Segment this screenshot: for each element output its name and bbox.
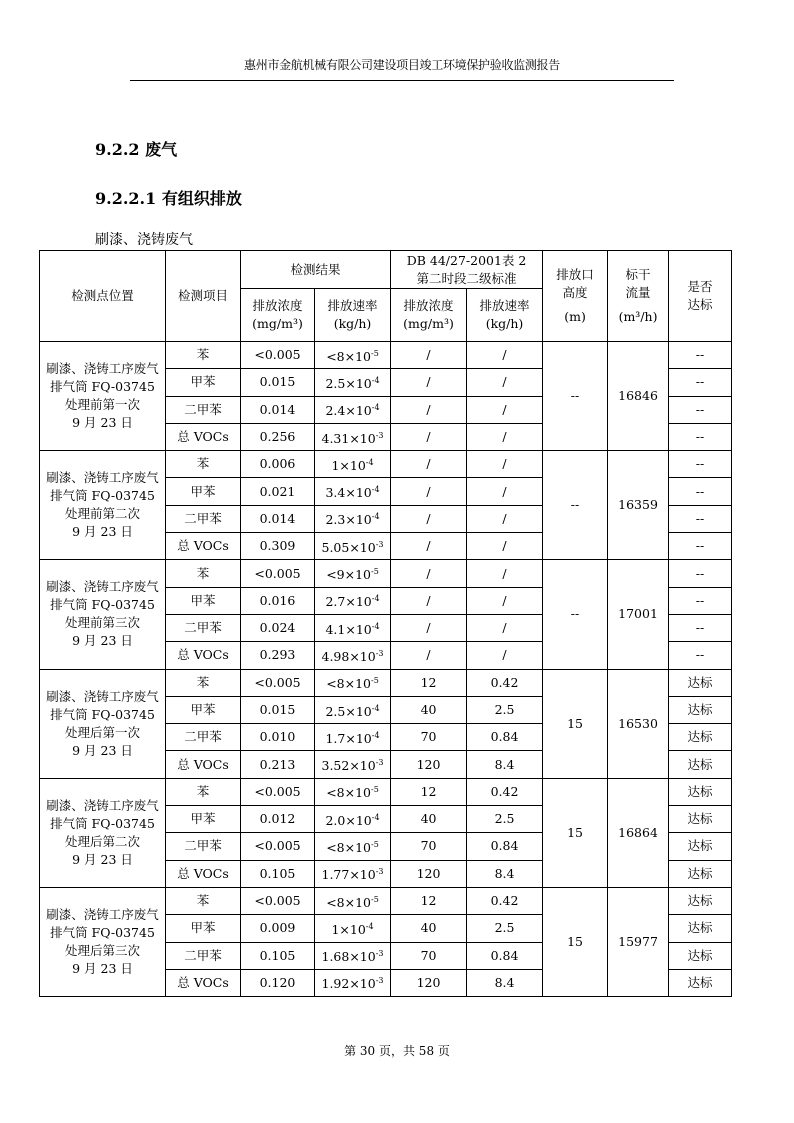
emission-table xyxy=(39,250,732,997)
conc-cell: 0.213 xyxy=(241,751,315,778)
location-line: 9 月 23 日 xyxy=(72,961,133,977)
conc-cell: 0.012 xyxy=(241,806,315,833)
item-cell: 总 VOCs xyxy=(166,423,241,450)
location-cell xyxy=(40,451,166,560)
header-rate xyxy=(315,289,391,342)
rate-exponent: -4 xyxy=(365,457,374,467)
item-cell: 苯 xyxy=(166,669,241,696)
location-line: 排气筒 FQ-03745 xyxy=(50,379,155,395)
item-cell: 总 VOCs xyxy=(166,860,241,887)
header-height-label: 排放口高度 xyxy=(556,267,594,300)
rate-cell xyxy=(315,642,391,669)
header-conc-label: 排放浓度 xyxy=(252,298,303,313)
compliance-cell: 达标 xyxy=(669,778,732,805)
rate-cell xyxy=(315,860,391,887)
item-cell: 苯 xyxy=(166,560,241,587)
header-height xyxy=(543,251,608,342)
rate-mantissa: 2.4×10 xyxy=(325,403,372,419)
rate-mantissa: 1.77×10 xyxy=(321,867,376,883)
compliance-cell: 达标 xyxy=(669,806,732,833)
rate-cell xyxy=(315,887,391,914)
height-cell: -- xyxy=(543,342,608,451)
location-line: 刷漆、浇铸工序废气 xyxy=(46,907,159,923)
compliance-cell: 达标 xyxy=(669,942,732,969)
header-flow xyxy=(608,251,669,342)
height-cell: 15 xyxy=(543,778,608,887)
compliance-cell: 达标 xyxy=(669,751,732,778)
flow-cell: 16846 xyxy=(608,342,669,451)
location-line: 9 月 23 日 xyxy=(72,415,133,431)
rate-exponent: -3 xyxy=(375,430,384,440)
item-cell: 总 VOCs xyxy=(166,751,241,778)
compliance-cell: -- xyxy=(669,614,732,641)
flow-cell: 16530 xyxy=(608,669,669,778)
location-line: 排气筒 FQ-03745 xyxy=(50,488,155,504)
compliance-cell: 达标 xyxy=(669,696,732,723)
item-cell: 苯 xyxy=(166,778,241,805)
std-conc-cell: 70 xyxy=(391,833,467,860)
std-rate-cell: 0.42 xyxy=(467,669,543,696)
rate-exponent: -4 xyxy=(371,403,380,413)
rate-mantissa: 4.98×10 xyxy=(321,648,376,664)
item-cell: 苯 xyxy=(166,887,241,914)
rate-exponent: -4 xyxy=(371,375,380,385)
compliance-cell: -- xyxy=(669,587,732,614)
compliance-cell: -- xyxy=(669,478,732,505)
location-line: 9 月 23 日 xyxy=(72,742,133,758)
compliance-cell: -- xyxy=(669,342,732,369)
location-line: 刷漆、浇铸工序废气 xyxy=(46,470,159,486)
table-row xyxy=(40,342,732,369)
std-rate-cell: 2.5 xyxy=(467,696,543,723)
std-conc-cell: 120 xyxy=(391,751,467,778)
std-conc-cell: 120 xyxy=(391,969,467,996)
location-line: 处理前第一次 xyxy=(64,397,140,413)
item-cell: 总 VOCs xyxy=(166,533,241,560)
rate-mantissa: <8×10 xyxy=(326,785,372,801)
location-line: 排气筒 FQ-03745 xyxy=(50,925,155,941)
std-conc-cell: / xyxy=(391,560,467,587)
compliance-cell: -- xyxy=(669,505,732,532)
std-rate-cell: 2.5 xyxy=(467,806,543,833)
header-std-rate-label: 排放速率 xyxy=(479,298,530,313)
compliance-cell: -- xyxy=(669,423,732,450)
std-conc-cell: / xyxy=(391,614,467,641)
rate-exponent: -5 xyxy=(371,567,379,577)
rate-mantissa: 1.92×10 xyxy=(321,976,376,992)
header-item: 检测项目 xyxy=(166,251,241,342)
conc-cell: 0.015 xyxy=(241,696,315,723)
conc-cell: 0.015 xyxy=(241,369,315,396)
location-cell xyxy=(40,887,166,996)
std-rate-cell: / xyxy=(467,642,543,669)
height-cell: -- xyxy=(543,560,608,669)
conc-cell: 0.014 xyxy=(241,505,315,532)
rate-mantissa: 4.31×10 xyxy=(321,430,376,446)
compliance-cell: -- xyxy=(669,369,732,396)
rate-exponent: -3 xyxy=(375,648,384,658)
std-rate-cell: 0.42 xyxy=(467,778,543,805)
location-cell xyxy=(40,560,166,669)
page-footer: 第 30 页，共 58 页 xyxy=(344,1044,450,1058)
rate-mantissa: <9×10 xyxy=(326,567,372,583)
rate-cell xyxy=(315,396,391,423)
compliance-cell: 达标 xyxy=(669,915,732,942)
std-rate-cell: / xyxy=(467,505,543,532)
compliance-cell: -- xyxy=(669,396,732,423)
rate-mantissa: 4.1×10 xyxy=(325,621,372,637)
conc-cell: 0.014 xyxy=(241,396,315,423)
table-row xyxy=(40,887,732,914)
flow-cell: 15977 xyxy=(608,887,669,996)
rate-cell xyxy=(315,560,391,587)
item-cell: 二甲苯 xyxy=(166,505,241,532)
rate-exponent: -4 xyxy=(371,703,380,713)
rate-exponent: -3 xyxy=(375,976,384,986)
conc-cell: 0.010 xyxy=(241,724,315,751)
height-cell: 15 xyxy=(543,669,608,778)
height-cell: -- xyxy=(543,451,608,560)
rate-exponent: -5 xyxy=(371,676,379,686)
height-cell: 15 xyxy=(543,887,608,996)
conc-cell: 0.009 xyxy=(241,915,315,942)
rate-exponent: -3 xyxy=(375,949,384,959)
item-cell: 甲苯 xyxy=(166,369,241,396)
rate-cell xyxy=(315,833,391,860)
rate-cell xyxy=(315,505,391,532)
compliance-cell: -- xyxy=(669,451,732,478)
rate-exponent: -5 xyxy=(371,894,379,904)
header-flow-unit: (m³/h) xyxy=(618,309,658,324)
header-standard-line1: DB 44/27-2001表 2 xyxy=(406,252,527,268)
table-row xyxy=(40,669,732,696)
std-rate-cell: 8.4 xyxy=(467,751,543,778)
std-rate-cell: / xyxy=(467,451,543,478)
std-rate-cell: / xyxy=(467,587,543,614)
std-rate-cell: 0.42 xyxy=(467,887,543,914)
std-rate-cell: / xyxy=(467,342,543,369)
std-conc-cell: 12 xyxy=(391,887,467,914)
item-cell: 总 VOCs xyxy=(166,969,241,996)
rate-mantissa: <8×10 xyxy=(326,839,372,855)
std-rate-cell: 0.84 xyxy=(467,833,543,860)
rate-mantissa: 1.68×10 xyxy=(321,949,376,965)
rate-exponent: -4 xyxy=(371,485,380,495)
rate-cell xyxy=(315,587,391,614)
rate-mantissa: 2.0×10 xyxy=(325,812,372,828)
item-cell: 甲苯 xyxy=(166,696,241,723)
compliance-cell: 达标 xyxy=(669,860,732,887)
std-conc-cell: / xyxy=(391,642,467,669)
rate-mantissa: 3.52×10 xyxy=(321,758,376,774)
item-cell: 甲苯 xyxy=(166,915,241,942)
compliance-cell: 达标 xyxy=(669,969,732,996)
std-conc-cell: 40 xyxy=(391,806,467,833)
std-conc-cell: 12 xyxy=(391,669,467,696)
table-row xyxy=(40,560,732,587)
location-line: 处理后第二次 xyxy=(64,833,140,849)
rate-exponent: -3 xyxy=(375,539,384,549)
compliance-cell: 达标 xyxy=(669,724,732,751)
std-rate-cell: 0.84 xyxy=(467,724,543,751)
rate-cell xyxy=(315,369,391,396)
item-cell: 二甲苯 xyxy=(166,942,241,969)
header-standard xyxy=(391,251,543,289)
table-row xyxy=(40,451,732,478)
rate-mantissa: <8×10 xyxy=(326,894,372,910)
rate-exponent: -3 xyxy=(375,758,384,768)
item-cell: 甲苯 xyxy=(166,587,241,614)
location-cell xyxy=(40,778,166,887)
compliance-cell: -- xyxy=(669,560,732,587)
rate-mantissa: 5.05×10 xyxy=(321,539,376,555)
rate-cell xyxy=(315,533,391,560)
std-conc-cell: / xyxy=(391,369,467,396)
conc-cell: 0.016 xyxy=(241,587,315,614)
location-line: 处理后第一次 xyxy=(64,724,140,740)
std-conc-cell: 40 xyxy=(391,696,467,723)
item-cell: 二甲苯 xyxy=(166,833,241,860)
header-flow-label: 标干流量 xyxy=(625,267,651,300)
rate-mantissa: 2.3×10 xyxy=(325,512,372,528)
location-line: 排气筒 FQ-03745 xyxy=(50,597,155,613)
compliance-cell: -- xyxy=(669,642,732,669)
header-compliance xyxy=(669,251,732,342)
header-result: 检测结果 xyxy=(241,251,391,289)
item-cell: 甲苯 xyxy=(166,806,241,833)
location-line: 刷漆、浇铸工序废气 xyxy=(46,361,159,377)
rate-cell xyxy=(315,806,391,833)
subsection-title: 9.2.2.1 有组织排放 xyxy=(95,189,242,208)
conc-cell: 0.105 xyxy=(241,860,315,887)
location-line: 处理后第三次 xyxy=(64,943,140,959)
std-conc-cell: / xyxy=(391,533,467,560)
conc-cell: <0.005 xyxy=(241,778,315,805)
rate-cell xyxy=(315,969,391,996)
item-cell: 苯 xyxy=(166,342,241,369)
conc-cell: <0.005 xyxy=(241,833,315,860)
conc-cell: <0.005 xyxy=(241,887,315,914)
item-cell: 苯 xyxy=(166,451,241,478)
std-rate-cell: 2.5 xyxy=(467,915,543,942)
std-rate-cell: 8.4 xyxy=(467,860,543,887)
compliance-cell: -- xyxy=(669,533,732,560)
std-rate-cell: / xyxy=(467,478,543,505)
header-std-conc-label: 排放浓度 xyxy=(403,298,454,313)
rate-mantissa: <8×10 xyxy=(326,348,372,364)
header-rule xyxy=(130,80,674,81)
header-std-conc-unit: (mg/m³) xyxy=(403,316,454,331)
conc-cell: <0.005 xyxy=(241,560,315,587)
conc-cell: <0.005 xyxy=(241,669,315,696)
item-cell: 二甲苯 xyxy=(166,614,241,641)
item-cell: 二甲苯 xyxy=(166,724,241,751)
header-conc xyxy=(241,289,315,342)
header-rate-unit: (kg/h) xyxy=(333,316,372,331)
rate-exponent: -4 xyxy=(371,594,380,604)
rate-cell xyxy=(315,778,391,805)
rate-cell xyxy=(315,751,391,778)
header-standard-line2: 第二时段二级标准 xyxy=(416,270,517,286)
location-line: 9 月 23 日 xyxy=(72,851,133,867)
location-line: 9 月 23 日 xyxy=(72,524,133,540)
std-rate-cell: 0.84 xyxy=(467,942,543,969)
rate-exponent: -5 xyxy=(371,785,379,795)
header-conc-unit: (mg/m³) xyxy=(252,316,303,331)
rate-exponent: -4 xyxy=(371,730,380,740)
rate-cell xyxy=(315,669,391,696)
rate-cell xyxy=(315,942,391,969)
location-cell xyxy=(40,669,166,778)
header-std-conc xyxy=(391,289,467,342)
rate-cell xyxy=(315,451,391,478)
conc-cell: 0.105 xyxy=(241,942,315,969)
compliance-cell: 达标 xyxy=(669,887,732,914)
std-conc-cell: / xyxy=(391,451,467,478)
std-rate-cell: / xyxy=(467,369,543,396)
rate-exponent: -4 xyxy=(371,812,380,822)
conc-cell: 0.309 xyxy=(241,533,315,560)
std-conc-cell: 40 xyxy=(391,915,467,942)
conc-cell: 0.293 xyxy=(241,642,315,669)
header-height-unit: (m) xyxy=(564,309,586,324)
header-std-rate-unit: (kg/h) xyxy=(485,316,524,331)
rate-exponent: -5 xyxy=(371,348,379,358)
flow-cell: 16864 xyxy=(608,778,669,887)
location-line: 排气筒 FQ-03745 xyxy=(50,706,155,722)
std-conc-cell: / xyxy=(391,505,467,532)
std-conc-cell: / xyxy=(391,342,467,369)
std-rate-cell: / xyxy=(467,614,543,641)
location-line: 刷漆、浇铸工序废气 xyxy=(46,688,159,704)
rate-cell xyxy=(315,478,391,505)
std-conc-cell: 12 xyxy=(391,778,467,805)
conc-cell: 0.006 xyxy=(241,451,315,478)
section-title: 9.2.2 废气 xyxy=(95,140,178,159)
rate-cell xyxy=(315,614,391,641)
item-cell: 二甲苯 xyxy=(166,396,241,423)
std-conc-cell: / xyxy=(391,423,467,450)
std-conc-cell: / xyxy=(391,478,467,505)
location-line: 处理前第三次 xyxy=(64,615,140,631)
item-cell: 甲苯 xyxy=(166,478,241,505)
item-cell: 总 VOCs xyxy=(166,642,241,669)
std-rate-cell: 8.4 xyxy=(467,969,543,996)
std-conc-cell: / xyxy=(391,587,467,614)
location-line: 刷漆、浇铸工序废气 xyxy=(46,797,159,813)
rate-mantissa: 1.7×10 xyxy=(325,730,372,746)
conc-cell: 0.021 xyxy=(241,478,315,505)
conc-cell: <0.005 xyxy=(241,342,315,369)
location-line: 9 月 23 日 xyxy=(72,633,133,649)
rate-cell xyxy=(315,423,391,450)
conc-cell: 0.120 xyxy=(241,969,315,996)
rate-mantissa: 3.4×10 xyxy=(325,485,372,501)
location-line: 刷漆、浇铸工序废气 xyxy=(46,579,159,595)
header-compliance-label: 是否达标 xyxy=(687,279,713,312)
header-location: 检测点位置 xyxy=(40,251,166,342)
conc-cell: 0.256 xyxy=(241,423,315,450)
rate-mantissa: 2.5×10 xyxy=(325,375,372,391)
header-rate-label: 排放速率 xyxy=(327,298,378,313)
std-conc-cell: 70 xyxy=(391,942,467,969)
location-line: 处理前第二次 xyxy=(64,506,140,522)
flow-cell: 17001 xyxy=(608,560,669,669)
std-rate-cell: / xyxy=(467,423,543,450)
rate-cell xyxy=(315,915,391,942)
rate-exponent: -5 xyxy=(371,839,379,849)
rate-exponent: -3 xyxy=(375,867,384,877)
location-cell xyxy=(40,342,166,451)
std-rate-cell: / xyxy=(467,533,543,560)
page-header: 惠州市金航机械有限公司建设项目竣工环境保护验收监测报告 xyxy=(244,58,560,72)
rate-exponent: -4 xyxy=(365,921,374,931)
std-conc-cell: 70 xyxy=(391,724,467,751)
conc-cell: 0.024 xyxy=(241,614,315,641)
location-line: 排气筒 FQ-03745 xyxy=(50,815,155,831)
std-rate-cell: / xyxy=(467,560,543,587)
rate-cell xyxy=(315,696,391,723)
rate-mantissa: <8×10 xyxy=(326,676,372,692)
rate-mantissa: 2.5×10 xyxy=(325,703,372,719)
rate-mantissa: 1×10 xyxy=(331,457,366,473)
rate-cell xyxy=(315,342,391,369)
std-conc-cell: / xyxy=(391,396,467,423)
table-body xyxy=(40,342,732,997)
flow-cell: 16359 xyxy=(608,451,669,560)
rate-mantissa: 1×10 xyxy=(331,921,366,937)
table-caption: 刷漆、浇铸废气 xyxy=(95,232,193,248)
compliance-cell: 达标 xyxy=(669,669,732,696)
rate-exponent: -4 xyxy=(371,512,380,522)
std-conc-cell: 120 xyxy=(391,860,467,887)
std-rate-cell: / xyxy=(467,396,543,423)
table-row xyxy=(40,778,732,805)
rate-exponent: -4 xyxy=(371,621,380,631)
header-std-rate xyxy=(467,289,543,342)
rate-mantissa: 2.7×10 xyxy=(325,594,372,610)
rate-cell xyxy=(315,724,391,751)
compliance-cell: 达标 xyxy=(669,833,732,860)
